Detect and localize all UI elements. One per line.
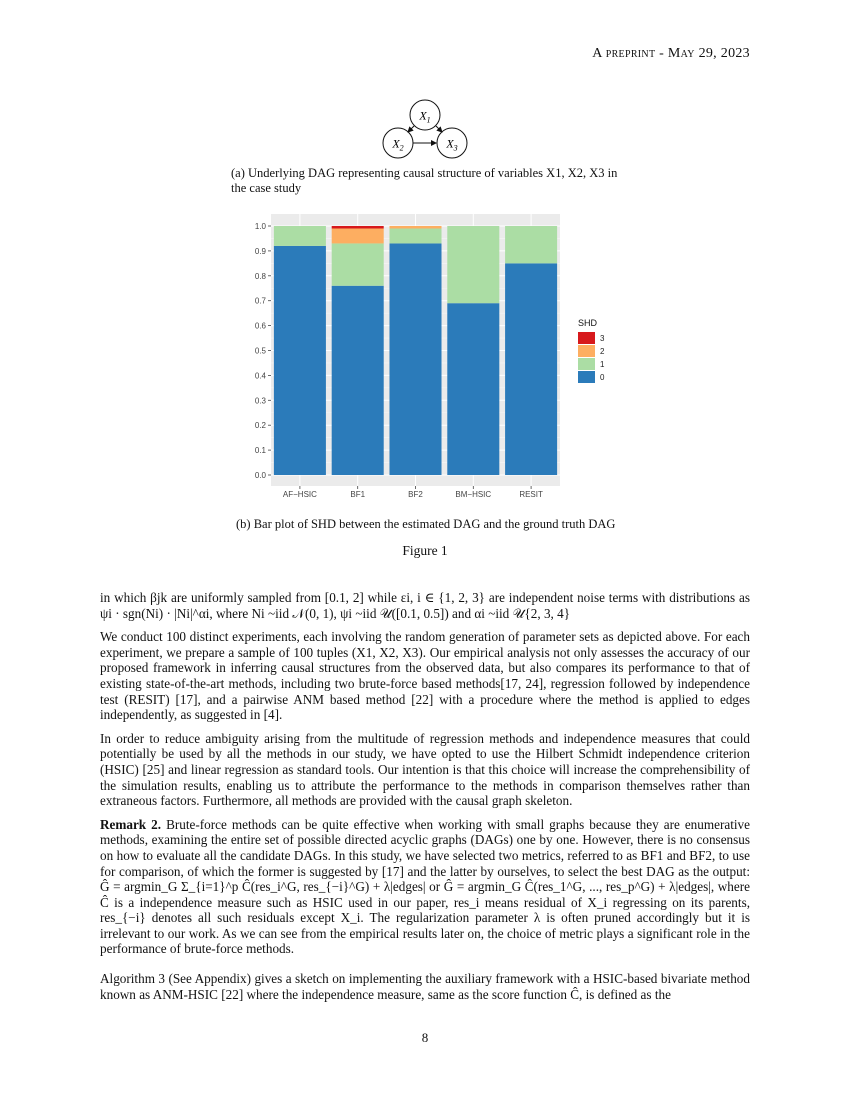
chart-legend xyxy=(578,318,605,383)
bar-segment-shd-0 xyxy=(332,286,384,475)
bar-segment-shd-2 xyxy=(389,226,441,228)
page-number: 8 xyxy=(421,1030,429,1045)
bar-segment-shd-0 xyxy=(447,303,499,475)
y-tick-label: 0.9 xyxy=(254,246,266,256)
chart-y-ticks xyxy=(255,222,271,480)
dag-diagram xyxy=(370,98,480,160)
x-tick-label: BM−HSIC xyxy=(455,490,492,499)
chart-x-ticks xyxy=(283,486,543,499)
paragraph-algorithm: Algorithm 3 (See Appendix) gives a sketch on implementing the auxiliary framework with a HSIC-based bivariate method known as ANM-HSIC [22] where the independence measure, same as the score function Ĉ, is defined as the xyxy=(100,971,750,1002)
dag-edge-x1-x2 xyxy=(408,126,414,132)
bar-segment-shd-1 xyxy=(274,226,326,246)
caption-a: (a) Underlying DAG representing causal structure of variables X1, X2, X3 in the case study xyxy=(231,166,618,195)
bar-segment-shd-1 xyxy=(389,228,441,243)
remark-text: Brute-force methods can be quite effective when working with small graphs because they are enumerative methods, examining the entire set of possible directed acyclic graphs (DAGs) one by one. However, there is no consensus on how to evaluate all the candidate DAGs. In this study, we have selected two metrics, referred to as BF1 and BF2, to use for comparison, of which the former is suggested by [17] and the latter by ourselves, to select the best DAG as the output: Ĝ = argmin_G Σ_{i=1}^p Ĉ(res_i^G, res_{−i}^G) + λ|edges| or Ĝ = argmin_G Ĉ(res_1^G, ..., res_p^G) + λ|edges|, where Ĉ is a independence measure such as HSIC used in our paper, res_i means residual of X_i regressing on its parents, res_{−i} denotes all such residuals except X_i. The regularization parameter λ is often pruned accordingly but it is irrelevant to our work. As we can see from the empirical results later on, the choice of metric plays a significant role in the performance of brute-force methods. xyxy=(100,816,750,957)
remark-label: Remark 2. xyxy=(100,816,162,832)
paragraph-remark xyxy=(100,817,750,957)
legend-key-0 xyxy=(578,371,595,383)
legend-label-3: 3 xyxy=(600,334,605,343)
figure-label: Figure 1 xyxy=(402,543,448,558)
legend-label-0: 0 xyxy=(600,373,605,382)
legend-key-2 xyxy=(578,345,595,357)
bar-segment-shd-1 xyxy=(447,226,499,303)
shd-bar-chart xyxy=(230,210,630,510)
bar-segment-shd-2 xyxy=(332,228,384,243)
paragraph-noise: in which βjk are uniformly sampled from [0.1, 2] while εi, i ∈ {1, 2, 3} are independent noise terms with distributions as ψi · sgn(Ni) · |Ni|^αi, where Ni ~iid 𝒩(0, 1), ψi ~iid 𝒰([0.1, 0.5]) and αi ~iid 𝒰{2, 3, 4} xyxy=(100,590,750,621)
y-tick-label: 0.0 xyxy=(254,471,266,480)
y-tick-label: 0.8 xyxy=(254,271,266,281)
x-tick-label: BF2 xyxy=(408,490,423,499)
bar-segment-shd-3 xyxy=(332,226,384,228)
x-tick-label: BF1 xyxy=(350,490,366,499)
legend-label-1: 1 xyxy=(600,360,605,369)
dag-label-x3: $X_3$ xyxy=(446,136,458,153)
y-tick-label: 0.5 xyxy=(254,346,266,356)
dag-label-x1: $X_1$ xyxy=(419,108,431,125)
paragraph-experiments: We conduct 100 distinct experiments, each involving the random generation of parameter sets as depicted above. For each experiment, we prepare a sample of 100 tuples (X1, X2, X3). Our empirical analysis not only assesses the accuracy of our proposed framework in inferring causal structures from the observed data, but also compares its performance to that of existing state-of-the-art methods, including two brute-force based methods[17, 24], regression followed by independence test (RESIT) [17], and a pairwise ANM based method [22] with a procedure where the method is applied to edges independently, as suggested in [4]. xyxy=(100,629,750,723)
legend-key-1 xyxy=(578,358,595,370)
y-tick-label: 0.6 xyxy=(254,321,266,331)
running-header: A preprint - May 29, 2023 xyxy=(592,46,750,61)
bar-segment-shd-1 xyxy=(505,226,557,263)
y-tick-label: 0.1 xyxy=(254,446,266,456)
bar-segment-shd-0 xyxy=(274,246,326,475)
bar-segment-shd-0 xyxy=(505,263,557,475)
x-tick-label: RESIT xyxy=(519,490,543,499)
bar-segment-shd-1 xyxy=(332,243,384,285)
chart-bars xyxy=(274,226,557,475)
y-tick-label: 1.0 xyxy=(254,222,266,231)
legend-label-2: 2 xyxy=(600,347,605,356)
legend-key-3 xyxy=(578,332,595,344)
y-tick-label: 0.2 xyxy=(254,421,266,431)
y-tick-label: 0.4 xyxy=(254,371,266,381)
legend-title: SHD xyxy=(578,318,598,328)
caption-b: (b) Bar plot of SHD between the estimated DAG and the ground truth DAG xyxy=(236,517,616,531)
y-tick-label: 0.7 xyxy=(254,296,266,306)
body-text xyxy=(100,590,750,1010)
dag-edge-x1-x3 xyxy=(436,126,442,132)
paragraph-hsic: In order to reduce ambiguity arising from the multitude of regression methods and independence measures that could potentially be used by all the methods in our study, we have opted to use the Hilbert Schmidt independence criterion (HSIC) [25] and linear regression as standard tools. Our intention is that this choice will increase the comprehensibility of the simulation results, enabling us to attribute the performance to the methods in comparison themselves rather than extraneous factors. Furthermore, all methods are provided with the causal graph skeleton. xyxy=(100,730,750,809)
y-tick-label: 0.3 xyxy=(254,396,266,406)
dag-label-x2: $X_2$ xyxy=(392,136,404,153)
x-tick-label: AF−HSIC xyxy=(282,490,317,499)
bar-segment-shd-0 xyxy=(389,243,441,475)
